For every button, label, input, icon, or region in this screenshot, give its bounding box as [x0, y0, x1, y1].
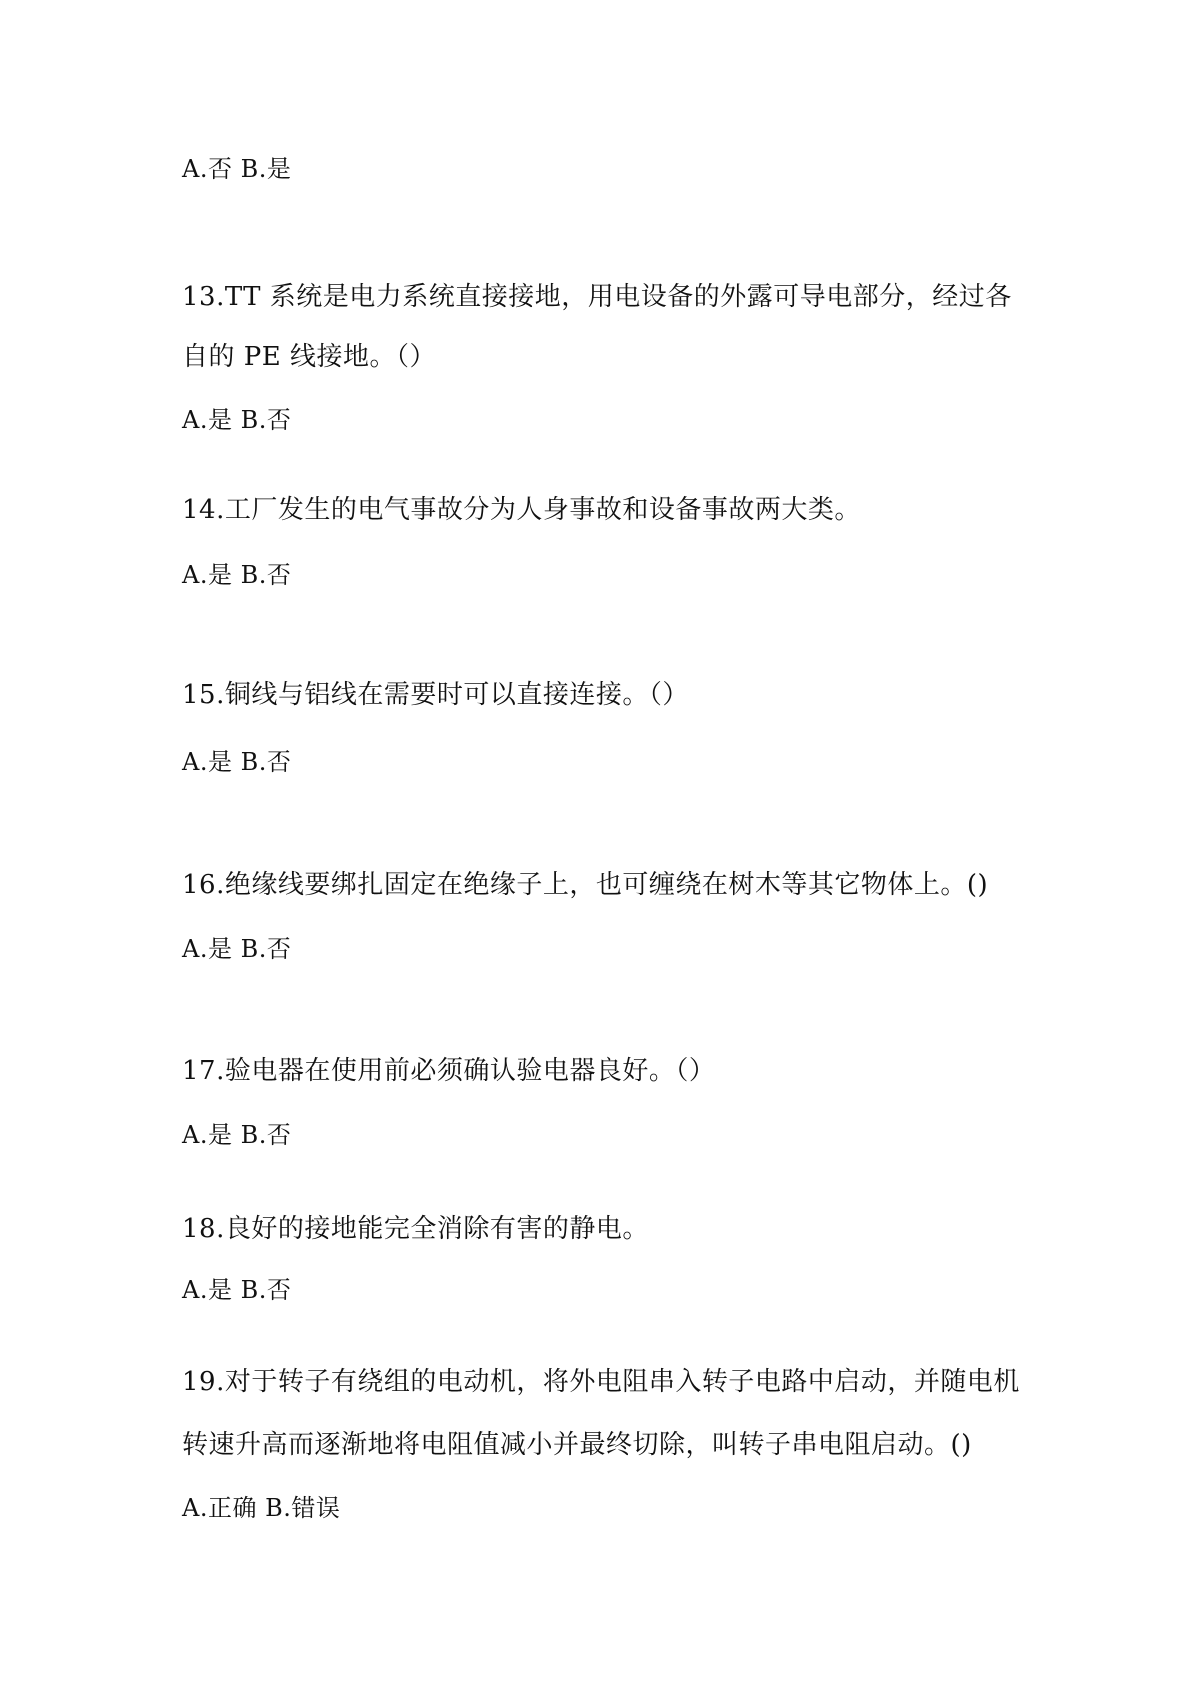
question-19-options: A.正确 B.错误	[182, 1494, 341, 1522]
question-13-text-line-2: 自的 PE 线接地。（）	[182, 342, 437, 372]
question-16-options: A.是 B.否	[182, 935, 292, 963]
question-14-text: 14.工厂发生的电气事故分为人身事故和设备事故两大类。	[182, 495, 861, 525]
question-18-options: A.是 B.否	[182, 1276, 292, 1304]
question-19-text-line-1: 19.对于转子有绕组的电动机，将外电阻串入转子电路中启动，并随电机	[182, 1367, 1020, 1397]
question-13-text-line-1: 13.TT 系统是电力系统直接接地，用电设备的外露可导电部分，经过各	[182, 282, 1012, 312]
question-18-text: 18.良好的接地能完全消除有害的静电。	[182, 1214, 649, 1244]
question-13-options: A.是 B.否	[182, 406, 292, 434]
question-12-options: A.否 B.是	[182, 155, 292, 183]
question-15-text: 15.铜线与铝线在需要时可以直接连接。（）	[182, 680, 689, 710]
question-19-text-line-2: 转速升高而逐渐地将电阻值减小并最终切除，叫转子串电阻启动。()	[182, 1430, 972, 1460]
question-17-options: A.是 B.否	[182, 1121, 292, 1149]
question-15-options: A.是 B.否	[182, 748, 292, 776]
question-14-options: A.是 B.否	[182, 561, 292, 589]
question-17-text: 17.验电器在使用前必须确认验电器良好。（）	[182, 1056, 716, 1086]
question-16-text: 16.绝缘线要绑扎固定在绝缘子上，也可缠绕在树木等其它物体上。()	[182, 870, 989, 900]
